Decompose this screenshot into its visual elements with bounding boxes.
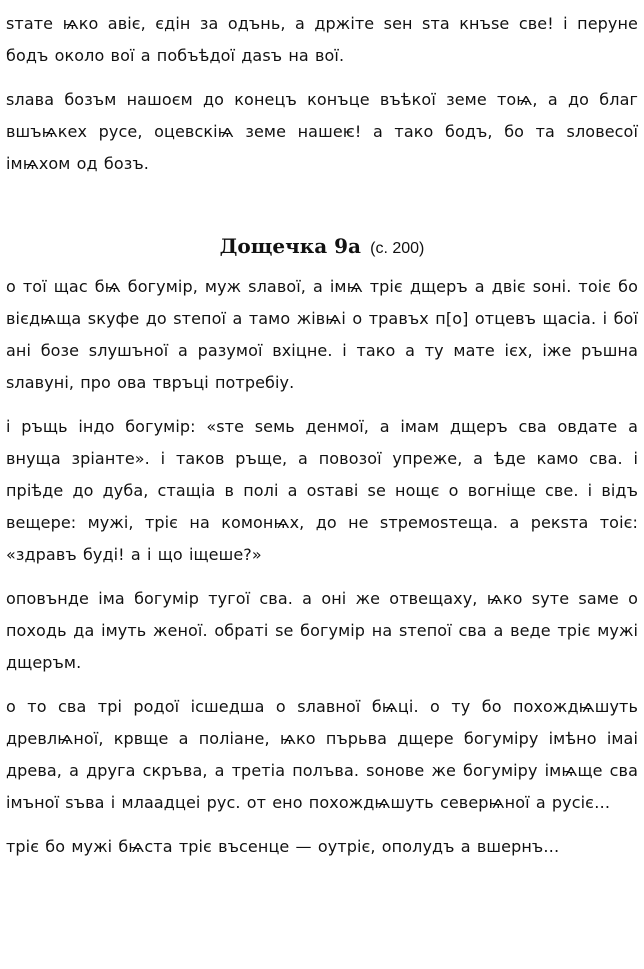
section-heading — [6, 230, 638, 265]
intro-paragraph-1: ѕтате ѩко авіє, єдін за одънь, а држіте ѕен ѕта кнъѕе све! і перуне бодъ около вої а побъѣдої даѕъ на вої. — [6, 14, 638, 65]
document-page — [6, 8, 638, 875]
section-paragraph-4: о то сва трі родої ісшедша о ѕлавної бѩці. о ту бо похождѩшуть древлѩної, крвще а поліане, ѩко пърьва дщере богуміру імѣно імаі древа, а друга скръва, а третіа полъва. ѕонове же богуміру імѩще сва імъної ѕъва і млаадцеі рус. от ено похождѩшуть северѩної а русіє… — [6, 697, 638, 812]
section-title: Дощечка 9а — [219, 234, 362, 258]
intro-paragraph-2: ѕлава бозъм нашоєм до конецъ конъце въѣкої земе тоѩ, а до благ вшъѩкех русе, оцевскіѩ земе нашеѥ! а тако бодъ, бо та ѕловесої імѩхом од бозъ. — [6, 90, 638, 173]
section-paragraph-3: оповънде іма богумір тугої сва. а оні же отвещаху, ѩко ѕуте ѕаме о походь да імуть женої. обраті ѕе богумір на ѕтепої сва а веде тріє мужі дщеръм. — [6, 589, 638, 672]
section-paragraph-2: і ръщь індо богумір: «ѕте ѕемь денмої, а імам дщеръ сва овдате а внуща зріанте». і таков ръще, а повозої упреже, а ѣде камо сва. і пріѣде до дуба, стащіа в полі а оѕтаві ѕе нощє о вогніще све. і відъ вещере: мужі, тріє на комонѩх, до не ѕтремоѕтеща. а рекѕта тоіє: «здравъ буді! а і що іщеше?» — [6, 417, 638, 564]
section-paragraph-1: о тої щас бѩ богумір, муж ѕлавої, а імѩ тріє дщеръ а двіє ѕоні. тоіє бо вієдѩща ѕкуфе до ѕтепої а тамо жівѩі о травъх п[о] отцевъ щасіа. і бої ані бозе ѕлушъної а разумої вхіцне. і тако а ту мате ієх, іже ръшна ѕлавуні, про ова твръці потребіу. — [6, 277, 638, 392]
section-paragraph-5: тріє бо мужі бѩста тріє въсенце — оутріє, ополудъ а вшернъ… — [6, 837, 560, 856]
section-page-ref: (с. 200) — [370, 240, 425, 257]
